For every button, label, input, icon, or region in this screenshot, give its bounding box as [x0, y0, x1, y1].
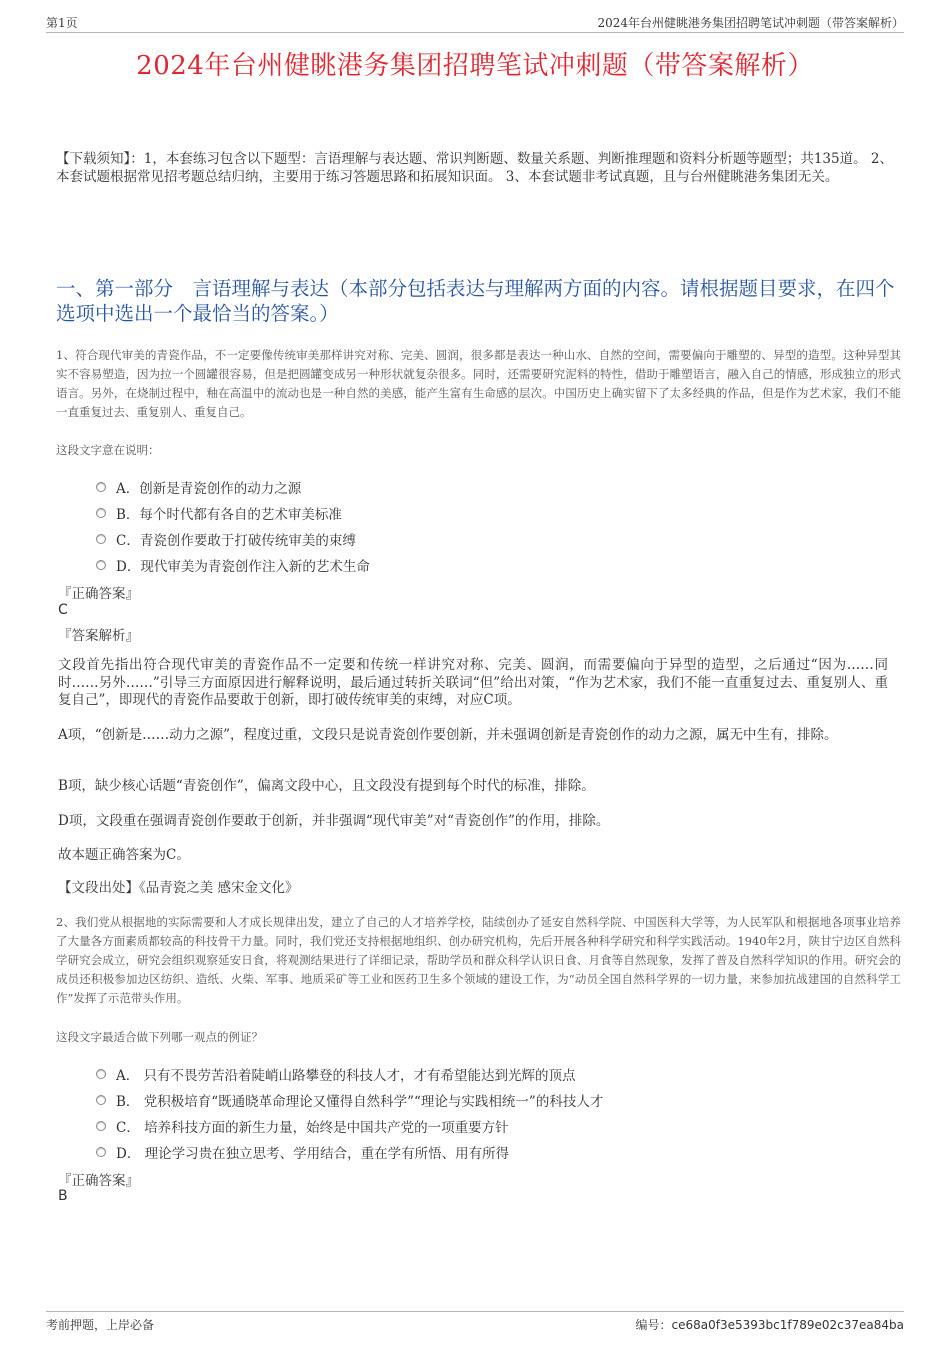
page-number: 第1页	[46, 16, 78, 30]
radio-icon[interactable]	[96, 1147, 106, 1157]
question-1-analysis-label: 『答案解析』	[58, 628, 139, 644]
option-label: C． 培养科技方面的新生力量，始终是中国共产党的一项重要方针	[116, 1120, 509, 1136]
footer-divider	[46, 1311, 904, 1312]
question-1-option-c[interactable]	[96, 529, 356, 549]
question-2-answer: B	[58, 1188, 68, 1204]
section-heading: 一、第一部分 言语理解与表达（本部分包括表达与理解两方面的内容。请根据题目要求，在四个选项中选出一个最恰当的答案。）	[56, 277, 895, 325]
question-1-analysis-a: A项，“创新是……动力之源”，程度过重，文段只是说青瓷创作要创新，并未强调创新是青瓷创作的动力之源，属无中生有，排除。	[58, 727, 838, 743]
radio-icon[interactable]	[96, 508, 106, 518]
question-2-answer-label: 『正确答案』	[58, 1173, 139, 1189]
radio-icon[interactable]	[96, 534, 106, 544]
option-label: B．每个时代都有各自的艺术审美标准	[116, 507, 342, 523]
question-1-conclusion: 故本题正确答案为C。	[58, 847, 190, 863]
radio-icon[interactable]	[96, 560, 106, 570]
radio-icon[interactable]	[96, 482, 106, 492]
question-1-analysis-d: D项，文段重在强调青瓷创作要敢于创新，并非强调“现代审美”对“青瓷创作”的作用，排除。	[58, 813, 610, 829]
radio-icon[interactable]	[96, 1095, 106, 1105]
option-label: A．创新是青瓷创作的动力之源	[116, 481, 302, 497]
option-label: D． 理论学习贵在独立思考、学用结合，重在学有所悟、用有所得	[116, 1146, 510, 1162]
option-label: C．青瓷创作要敢于打破传统审美的束缚	[116, 533, 356, 549]
question-2-option-b[interactable]	[96, 1090, 603, 1110]
question-2-text: 2、我们党从根据地的实际需要和人才成长规律出发，建立了自己的人才培养学校，陆续创办了延安自然科学院、中国医科大学等，为人民军队和根据地各项事业培养了大量各方面素质都较高的科技骨干力量。同时，我们党还支持根据地组织、创办研究机构，先后开展各种科学研究和科学实践活动。1940年2月，陕甘宁边区自然科学研究会成立，研究会组织观察延安日食，将观测结果进行了详细记录，帮助学员和群众科学认识日食、月食等自然现象，发挥了普及自然科学知识的作用。研究会的成员还积极参加边区纺织、造纸、火柴、军事、地质采矿等工业和医药卫生多个领域的建设工作，为“动员全国自然科学界的一切力量，来参加抗战建国的自然科学工作”发挥了示范带头作用。	[56, 915, 901, 1005]
question-1-prompt: 这段文字意在说明：	[56, 443, 160, 457]
download-notice: 【下载须知】：1，本套练习包含以下题型：言语理解与表达题、常识判断题、数量关系题、判断推理题和资料分析题等题型；共135道。 2、本套试题根据常见招考题总结归纳，主要用于练习答题思路和拓展知识面。 3、本套试题非考试真题，且与台州健眺港务集团无关。	[56, 151, 893, 185]
radio-icon[interactable]	[96, 1121, 106, 1131]
question-2-prompt: 这段文字最适合做下列哪一观点的例证？	[56, 1030, 263, 1044]
header-doc-title: 2024年台州健眺港务集团招聘笔试冲刺题（带答案解析）	[597, 16, 904, 30]
footer-code	[635, 1316, 904, 1333]
question-1-option-b[interactable]	[96, 503, 342, 523]
document-title: 2024年台州健眺港务集团招聘笔试冲刺题（带答案解析）	[136, 51, 814, 81]
footer-code-label: 编号：	[635, 1318, 672, 1332]
option-label: A． 只有不畏劳苦沿着陡峭山路攀登的科技人才，才有希望能达到光辉的顶点	[116, 1068, 576, 1084]
radio-icon[interactable]	[96, 1069, 106, 1079]
question-1-source: 【文段出处】《品青瓷之美 感宋金文化》	[58, 880, 299, 896]
question-2-option-d[interactable]	[96, 1142, 509, 1162]
question-1-option-a[interactable]	[96, 477, 301, 497]
question-1-text: 1、符合现代审美的青瓷作品，不一定要像传统审美那样讲究对称、完美、圆润，很多都是表达一种山水、自然的空间，需要偏向于雕塑的、异型的造型。这种异型其实不容易塑造，因为拉一个圆罐很容易，但是把圆罐变成另一种形状就复杂很多。同时，还需要研究泥料的特性，借助于雕塑语言，融入自己的情感，形成独立的形式语言。另外，在烧制过程中，釉在高温中的流动也是一种自然的美感，能产生富有生命感的层次。中国历史上确实留下了太多经典的作品，但是作为艺术家，我们不能一直重复过去、重复别人、重复自己。	[56, 348, 901, 419]
question-2-option-a[interactable]	[96, 1064, 576, 1084]
footer-slogan: 考前押题，上岸必备	[46, 1318, 155, 1332]
footer-code-value: ce68a0f3e5393bc1f789e02c37ea84ba	[671, 1318, 904, 1332]
option-label: D．现代审美为青瓷创作注入新的艺术生命	[116, 559, 370, 575]
header-divider	[46, 32, 904, 33]
question-2-option-c[interactable]	[96, 1116, 509, 1136]
question-1-answer-label: 『正确答案』	[58, 586, 139, 602]
question-1-analysis-b: B项，缺少核心话题“青瓷创作”，偏离文段中心，且文段没有提到每个时代的标准，排除。	[58, 778, 595, 794]
question-1-option-d[interactable]	[96, 555, 370, 575]
question-1-answer: C	[58, 602, 68, 618]
question-1-analysis-main: 文段首先指出符合现代审美的青瓷作品不一定要和传统一样讲究对称、完美、圆润，而需要偏向于异型的造型，之后通过“因为……同时……另外……”引导三方面原因进行解释说明，最后通过转折关联词“但”给出对策，“作为艺术家，我们不能一直重复过去、重复别人、重复自己”，即现代的青瓷作品要敢于创新，即打破传统审美的束缚，对应C项。	[58, 657, 888, 708]
option-label: B． 党积极培育“既通晓革命理论又懂得自然科学”“理论与实践相统一”的科技人才	[116, 1094, 604, 1110]
